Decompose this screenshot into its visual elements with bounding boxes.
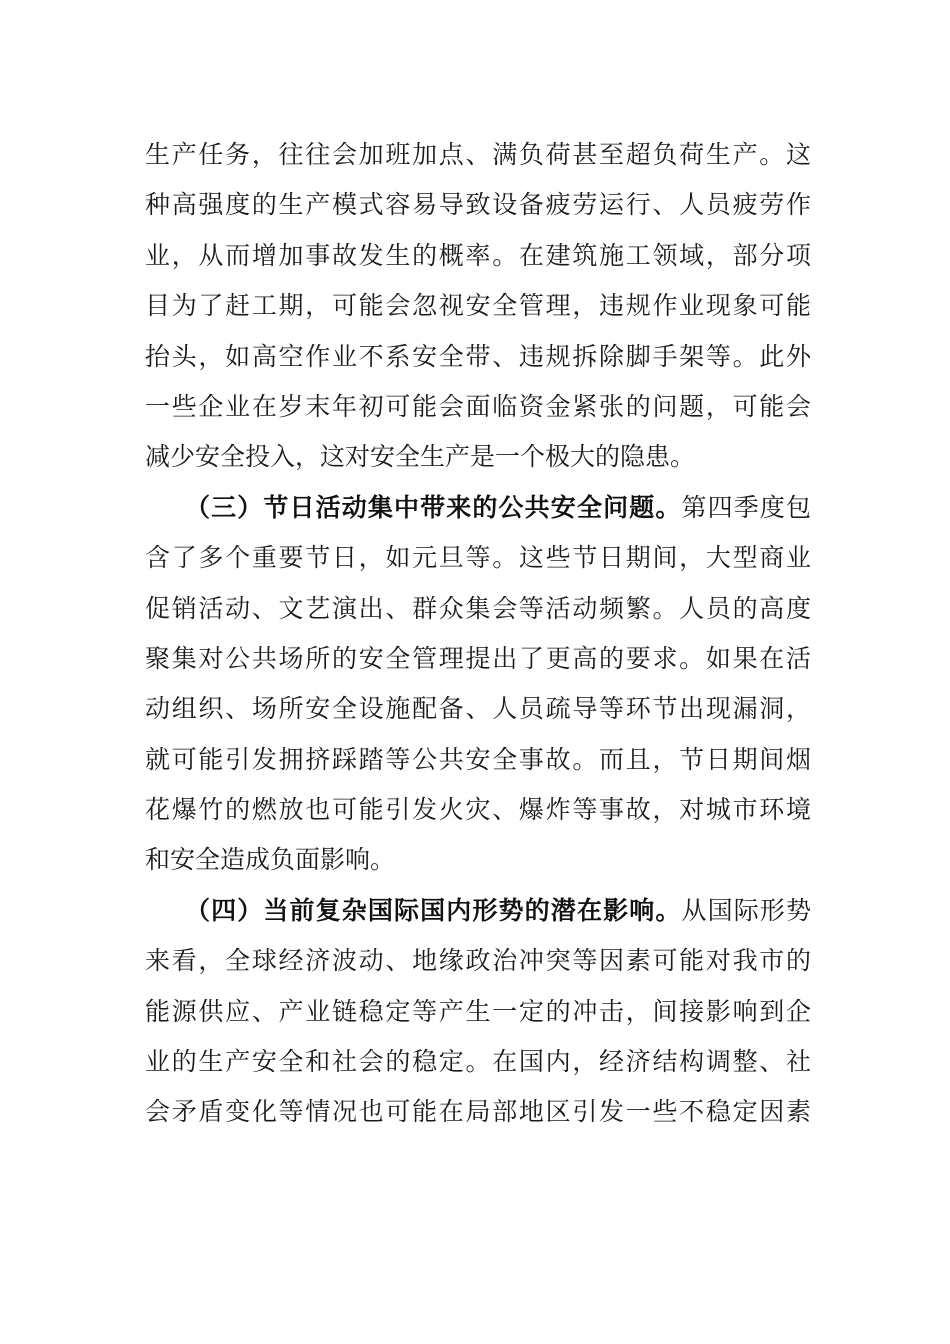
paragraph-text: 第四季度包 xyxy=(681,492,811,522)
paragraph-line: 一些企业在岁末年初可能会面临资金紧张的问题，可能会 xyxy=(145,391,811,421)
paragraph-line: 花爆竹的燃放也可能引发火灾、爆炸等事故，对城市环境 xyxy=(145,795,811,825)
paragraph-text: 从国际形势 xyxy=(681,895,811,925)
paragraph-first-line xyxy=(145,886,811,936)
paragraph-line: 减少安全投入，这对安全生产是一个极大的隐患。 xyxy=(145,442,696,472)
paragraph-line: 目为了赶工期，可能会忽视安全管理，违规作业现象可能 xyxy=(145,291,811,321)
paragraph-line: 就可能引发拥挤踩踏等公共安全事故。而且，节日期间烟 xyxy=(145,744,811,774)
paragraph-line: 聚集对公共场所的安全管理提出了更高的要求。如果在活 xyxy=(145,643,811,673)
document-body xyxy=(145,130,811,1138)
paragraph-line: 含了多个重要节日，如元旦等。这些节日期间，大型商业 xyxy=(145,543,811,573)
paragraph-1 xyxy=(145,130,811,483)
paragraph-first-line xyxy=(145,483,811,533)
paragraph-line: 种高强度的生产模式容易导致设备疲劳运行、人员疲劳作 xyxy=(145,190,811,220)
paragraph-3 xyxy=(145,886,811,1138)
paragraph-line: 业的生产安全和社会的稳定。在国内，经济结构调整、社 xyxy=(145,1047,811,1077)
paragraph-line: 促销活动、文艺演出、群众集会等活动频繁。人员的高度 xyxy=(145,593,811,623)
section-heading-4: （四）当前复杂国际国内形势的潜在影响。 xyxy=(185,895,682,925)
paragraph-line: 会矛盾变化等情况也可能在局部地区引发一些不稳定因素 xyxy=(145,1097,811,1127)
paragraph-line: 来看，全球经济波动、地缘政治冲突等因素可能对我市的 xyxy=(145,946,811,976)
paragraph-line: 业，从而增加事故发生的概率。在建筑施工领域，部分项 xyxy=(145,240,811,270)
paragraph-line: 抬头，如高空作业不系安全带、违规拆除脚手架等。此外 xyxy=(145,341,811,371)
paragraph-line: 能源供应、产业链稳定等产生一定的冲击，间接影响到企 xyxy=(145,996,811,1026)
paragraph-line: 动组织、场所安全设施配备、人员疏导等环节出现漏洞， xyxy=(145,694,811,724)
paragraph-2 xyxy=(145,483,811,886)
paragraph-line: 生产任务，往往会加班加点、满负荷甚至超负荷生产。这 xyxy=(145,140,811,169)
section-heading-3: （三）节日活动集中带来的公共安全问题。 xyxy=(185,492,682,522)
paragraph-line: 和安全造成负面影响。 xyxy=(145,845,396,875)
